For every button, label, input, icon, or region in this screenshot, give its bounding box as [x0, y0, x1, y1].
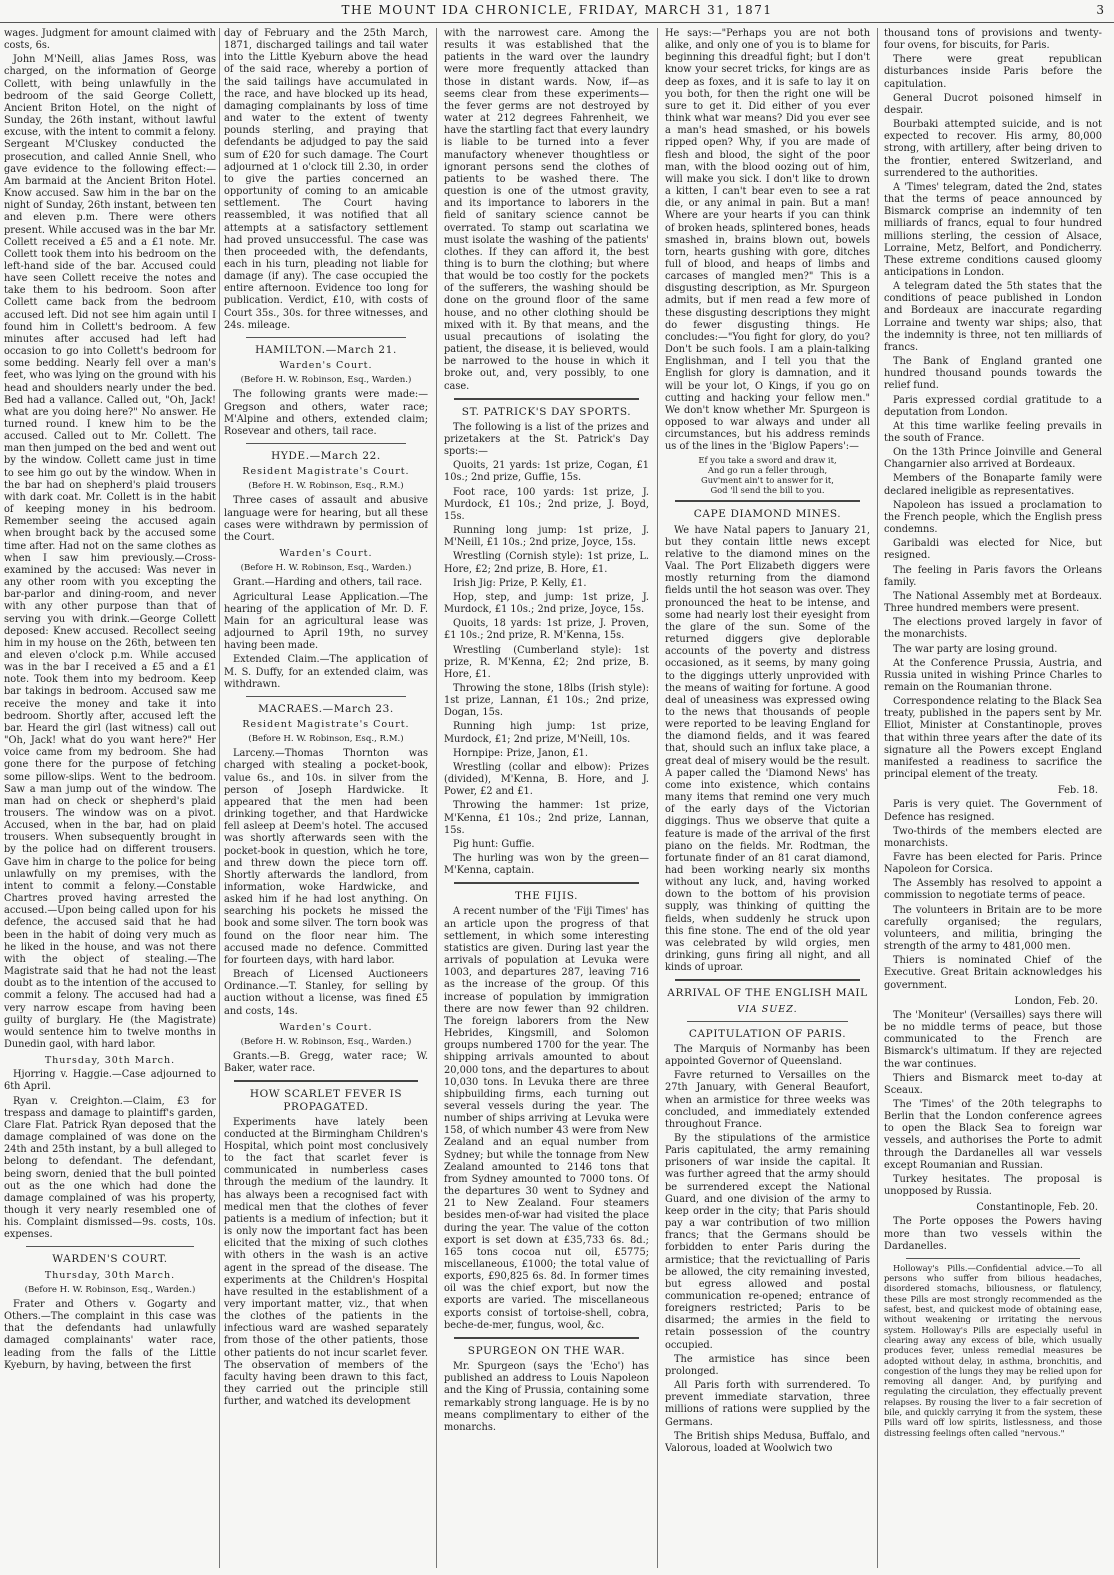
masthead-title: THE MOUNT IDA CHRONICLE, FRIDAY, MARCH 31, 1871 — [341, 3, 773, 17]
sports-result: Throwing the hammer: 1st prize, M'Kenna, £1 10s.; 2nd prize, Lannan, 15s. — [444, 800, 649, 836]
verse-line: Guv'ment ain't to answer for it, — [701, 475, 834, 486]
article-paragraph: Three cases of assault and abusive language were for hearing, but all these cases were withdrawn by permission of the Court. — [224, 495, 428, 543]
article-paragraph: The Bank of England granted one hundred thousand pounds towards the relief fund. — [884, 356, 1102, 392]
masthead — [0, 0, 1114, 23]
court-heading: Warden's Court. — [279, 360, 373, 372]
article-paragraph: Two-thirds of the members elected are monarchists. — [884, 825, 1102, 849]
article-paragraph: Thiers and Bismarck meet to-day at Sceaux. — [884, 1072, 1102, 1096]
article-paragraph: Garibaldi was elected for Nice, but resigned. — [884, 538, 1102, 562]
article-paragraph: Agricultural Lease Application.—The hearing of the application of Mr. D. F. Main for an agricultural lease was adjourned to April 19th, no survey having been made. — [224, 591, 428, 652]
advertisement: Holloway's Pills.—Confidential advice.—To all persons who suffer from bilious headaches, disordered stomachs, biliousness, or flatulency, these Pills are most strongly recommended as the safest, best, and quickest mode of obtaining ease, without weakening or irritating the nervous system. Holloway's Pills are especially useful in clearing away any excess of bile, which usually produces fever, unless remedial measures be adopted without delay, in asthma, bronchitis, and congestion of the lungs they may be relied upon for removing all danger. And, by purifying and regulating the circulation, they effectually prevent relapses. By rousing the liver to a fair secretion of bile, and quickly carrying it from the system, these Pills ward off low spirits, listlessness, and those distressing feelings often called "nervous." — [884, 1262, 1102, 1438]
article-paragraph: Extended Claim.—The application of M. S. Duffy, for an extended claim, was withdrawn. — [224, 654, 428, 690]
divider — [26, 1246, 194, 1247]
sports-result: Foot race, 100 yards: 1st prize, J. Murdock, £1 10s.; 2nd prize, J. Boyd, 15s. — [444, 486, 649, 522]
article-paragraph: Bourbaki attempted suicide, and is not expected to recover. His army, 80,000 strong, with artillery, after being driven to the frontier, entered Switzerland, and surrendered to the authorities. — [884, 119, 1102, 179]
section-heading: MACRAES.—March 23. — [258, 702, 394, 715]
sports-result: Quoits, 21 yards: 1st prize, Cogan, £1 10s.; 2nd prize, Guffie, 15s. — [444, 460, 649, 484]
article-paragraph: Thiers is nominated Chief of the Executive. Great Britain acknowledges his government. — [884, 955, 1102, 991]
divider — [454, 1337, 639, 1339]
article-paragraph: A telegram dated the 5th states that the conditions of peace published in London and Bordeaux are inaccurate regarding Lorraine and twenty war ships; also, that the indemnity is three, not ten milliards of francs. — [884, 281, 1102, 353]
article-paragraph: Ryan v. Creighton.—Claim, £3 for trespass and damage to plaintiff's garden, Clare Flat. Patrick Ryan deposed that the damage complained of was done on the 24th and 25th instant, by a bull alleged to belong to defendant. The defendant, being sworn, denied that the bull pointed out as the one which had done the damage complained of was his property, though it very nearly resembled one of his. Complaint dismissed—9s. costs, 10s. expenses. — [4, 1095, 216, 1241]
divider — [234, 1080, 418, 1082]
divider — [454, 398, 639, 400]
sports-result: Running long jump: 1st prize, J. M'Neill, £1 10s.; 2nd prize, Joyce, 15s. — [444, 525, 649, 549]
article-paragraph: Experiments have lately been conducted at the Birmingham Children's Hospital, which point most conclusively to the fact that scarlet fever is communicated in numberless cases through the medium of the laundry. It has always been a recognised fact with medical men that the clothes of fever patients is a medium of infection; but it is only now the important fact has been elicited that the mixing of such clothes with others in the wash is an active agent in the spread of the disease. The experiments at the Children's Hospital have resulted in the establishment of a very important matter, viz., that when the clothes of the patients in the infectious ward are washed separately from those of the other patients, those other patients do not incur scarlet fever. The observation of members of the faculty having been drawn to this fact, they carried out the principle still further, and watched its development — [224, 1116, 428, 1408]
dateline: London, Feb. 20. — [1014, 995, 1098, 1007]
column-divider — [657, 28, 658, 1568]
column-3 — [444, 28, 649, 1568]
article-paragraph: Napoleon has issued a proclamation to the French people, which the English press condemns. — [884, 499, 1102, 536]
divider — [246, 337, 406, 338]
article-paragraph: John M'Neill, alias James Ross, was charged, on the information of George Collett, with being unlawfully in the bedroom of the said George Collett, Ancient Briton Hotel, on the night of Sunday, the 26th instant, without lawful excuse, with the intent to commit a felony. Sergeant M'Cluskey conducted the prosecution, and called Annie Snell, who gave evidence to the following effect:—Am barmaid at the Ancient Briton Hotel. Know accused. Saw him in the bar on the night of Sunday, 26th instant, between ten and eleven p.m. There were others present. While accused was in the bar Mr. Collett received a £5 and a £1 note. Mr. Collett took them into his bedroom on the left-hand side of the bar. Accused could have seen Collett receive the notes and take them to his bedroom. Soon after Collett came back from the bedroom accused left. Did not see him again until I found him in Collett's bedroom. A few minutes after accused had left had occasion to go into Collett's bedroom for some bedding. Nearly fell over a man's feet, who was lying on the ground with his head and shoulders nearly under the bed. Bed had a vallance. Called out, "Oh, Jack! what are you doing here?" No answer. He turned round. I knew him to be the accused. Called out to Mr. Collett. The man then jumped on the bed and went out by the window. Collett came just in time to see him go out by the window. When in the bar had on shepherd's plaid trousers with dark coat. Mr. Collett is in the habit of keeping money in his bedroom. Remember seeing the accused again when brought back by the accused some time after. Had not on the same clothes as when I saw him previously.—Cross-examined by the accused: Was never in any other room with you excepting the bar-parlor and dining-room, and never with any other purpose than that of serving you with drink.—George Collett deposed: Knew accused. Recollect seeing him in my house on the 26th, between ten and eleven o'clock p.m. While accused was in the bar I received a £5 and a £1 note. Took them into my bedroom. Keep bar takings in bedroom. Accused saw me receive the money and take it into bedroom. Shortly after, accused left the bar. Heard the girl (last witness) call out "Oh, Jack! what do you want here?" Her voice came from my bedroom. She had gone there for the purpose of fetching some pillow-slips. Went to the bedroom. Saw a man jump out of the window. The man had on check or shepherd's plaid trousers. The window was on a pivot. Accused, when in the bar, had on plaid trousers. When subsequently brought in by the police had on different trousers. Gave him in charge to the police for being unlawfully on my premises, with the intent to commit a felony.—Constable Chartres proved having arrested the accused.—Upon being called upon for his defence, the accused said that he had been in the habit of doing very much as he liked in the house, and was not there with the object of stealing.—The Magistrate said that he had not the least doubt as to the intention of the accused to commit a felony. The accused had had a very narrow escape from having been guilty of burglary. He (the Magistrate) would sentence him to twelve months in Dunedin gaol, with hard labor. — [4, 54, 216, 1050]
section-heading: ST. PATRICK'S DAY SPORTS. — [461, 405, 632, 418]
article-paragraph: Members of the Bonaparte family were declared ineligible as representatives. — [884, 473, 1102, 497]
section-heading: CAPITULATION OF PARIS. — [688, 1027, 847, 1040]
court-heading: Resident Magistrate's Court. — [242, 466, 410, 478]
article-paragraph: On the 13th Prince Joinville and General Changarnier also arrived at Bordeaux. — [884, 447, 1102, 471]
court-heading: Resident Magistrate's Court. — [242, 718, 410, 730]
column-divider — [436, 28, 437, 1568]
sports-result: Quoits, 18 yards: 1st prize, J. Proven, £1 10s.; 2nd prize, R. M'Kenna, 15s. — [444, 618, 649, 642]
article-paragraph: Grants.—B. Gregg, water race; W. Baker, water race. — [224, 1051, 428, 1075]
article-paragraph: The volunteers in Britain are to be more carefully organised; the regulars, volunteers, and militia, bringing the strength of the army to 481,000 men. — [884, 904, 1102, 953]
section-heading: THE FIJIS. — [514, 890, 579, 903]
section-heading: ARRIVAL OF THE ENGLISH MAIL — [667, 987, 868, 1000]
article-paragraph: The armistice has since been prolonged. — [665, 1353, 870, 1377]
sports-result: Running high jump: 1st prize, Murdock, £1; 2nd prize, M'Neill, 10s. — [444, 721, 649, 745]
sports-result: Irish Jig: Prize, P. Kelly, £1. — [453, 577, 587, 589]
divider — [675, 500, 860, 502]
article-paragraph: The following grants were made:—Gregson and others, water race; M'Alpine and others, extended claim; Rosevear and others, tail race. — [224, 389, 428, 437]
article-paragraph: General Ducrot poisoned himself in despair. — [884, 92, 1102, 116]
court-note: (Before H. W. Robinson, Esq., Warden.) — [24, 1284, 196, 1295]
divider — [906, 1258, 1080, 1259]
section-heading: CAPE DIAMOND MINES. — [693, 508, 842, 521]
verse-quote — [665, 455, 870, 495]
section-subheading: VIA SUEZ. — [737, 1003, 798, 1015]
article-paragraph: All Paris forth with surrendered. To prevent immediate starvation, three millions of rations were supplied by the Germans. — [665, 1380, 870, 1428]
dateline: Feb. 18. — [1057, 785, 1098, 797]
divider — [246, 696, 406, 697]
article-paragraph: Correspondence relating to the Black Sea treaty, published in the papers sent by Mr. Elliot, Minister at Constantinople, proves that within three years after the date of its signature all the Powers except England manifested a readiness to sacrifice the principal element of the treaty. — [884, 696, 1102, 781]
section-date: Thursday, 30th March. — [44, 1269, 176, 1281]
divider — [454, 882, 639, 884]
article-paragraph: Grant.—Harding and others, tail race. — [233, 577, 423, 589]
column-5 — [884, 28, 1102, 1568]
article-paragraph: Breach of Licensed Auctioneers Ordinance.—T. Stanley, for selling by auction without a license, was fined £5 and costs, 14s. — [224, 969, 428, 1017]
court-note: (Before H. W. Robinson, Esq., Warden.) — [240, 563, 412, 574]
article-paragraph: wages. Judgment for amount claimed with costs, 6s. — [4, 28, 216, 52]
sports-result: Wrestling (collar and elbow): Prizes (divided), M'Kenna, B. Hore, and J. Power, £2 and £1. — [444, 761, 649, 798]
column-divider — [877, 28, 878, 1568]
article-paragraph: Mr. Spurgeon (says the 'Echo') has published an address to Louis Napoleon and the King of Prussia, containing some remarkably strong language. He is by no means complimentary to either of the monarchs. — [444, 1361, 649, 1433]
article-paragraph: A 'Times' telegram, dated the 2nd, states that the terms of peace announced by Bismarck comprise an indemnity of ten milliards of francs, equal to four hundred millions sterling, the cession of Alsace, Lorraine, Metz, Belfort, and Pondicherry. These extreme conditions caused gloomy anticipations in London. — [884, 181, 1102, 278]
court-note: (Before H. W. Robinson, Esq., R.M.) — [248, 734, 404, 745]
column-1 — [4, 28, 216, 1568]
article-paragraph: Hjorring v. Haggie.—Case adjourned to 6th April. — [4, 1069, 216, 1093]
dateline: Constantinople, Feb. 20. — [976, 1202, 1098, 1214]
sports-result: Hop, step, and jump: 1st prize, J. Murdock, £1 10s.; 2nd prize, Joyce, 15s. — [444, 591, 649, 616]
article-paragraph: The Marquis of Normanby has been appointed Governor of Queensland. — [665, 1043, 870, 1068]
article-paragraph: Larceny.—Thomas Thornton was charged with stealing a pocket-book, value 6s., and 10s. in silver from the person of Joseph Hardwicke. It appeared that the men had been drinking together, and that Hardwicke fell asleep at Deem's hotel. The accused was shortly afterwards seen with the pocket-book in question, which he tore, and threw down the piece torn off. Shortly afterwards the landlord, from information, woke Hardwicke, and asked him if he had lost anything. On searching his pockets he missed the book and some silver. The torn book was found on the floor near him. The accused made no defence. Committed for fourteen days, with hard labor. — [224, 748, 428, 966]
section-heading: WARDEN'S COURT. — [52, 1253, 168, 1266]
article-paragraph: A recent number of the 'Fiji Times' has an article upon the progress of that settlement, in which some interesting statistics are given. During last year the arrivals of population at Levuka were 1003, and departures 287, leaving 716 as the increase of the group. Of this increase of population by immigration there are now fewer than 92 children. The foreign laborers from the New Hebrides, Kingsmill, and Solomon groups numbered 1700 for the year. The shipping arrivals amounted to about 20,000 tons, and the departures to about 10,030 tons. In Levuka there are three shipbuilding firms, each turning out several vessels during the year. The number of ships arriving at Levuka were 158, of which number 43 were from New Zealand and an equal number from Sydney; but while the tonnage from New Zealand amounted to 2146 tons that from Sydney amounted to 7000 tons. Of the departures 30 went to Sydney and 21 to New Zealand. Four steamers besides men-of-war had visited the place during the year. The value of the cotton export is set down at £35,733 6s. 8d.; 165 tons cocoa nut oil, £5775; miscellaneous, £1000; the total value of exports, £90,825 6s. 8d. In former times oil was the chief export, but now the exports are varied. The miscellaneous exports consist of tortoise-shell, cobra, beche-de-mer, fungus, wool, &c. — [444, 906, 649, 1331]
article-paragraph: The feeling in Paris favors the Orleans family. — [884, 564, 1102, 588]
article-paragraph: Paris expressed cordial gratitude to a deputation from London. — [884, 394, 1102, 418]
column-divider — [219, 28, 220, 1568]
sports-result: Throwing the stone, 18lbs (Irish style): 1st prize, Lannan, £1 10s.; 2nd prize, Dogan, 15s. — [444, 682, 649, 719]
article-paragraph: The following is a list of the prizes and prizetakers at the St. Patrick's Day sports:— — [444, 421, 649, 458]
article-paragraph: The 'Moniteur' (Versailles) says there will be no middle terms of peace, but those communicated to the French are Bismarck's ultimatum. If they are rejected the war continues. — [884, 1009, 1102, 1070]
court-heading: Warden's Court. — [279, 1021, 373, 1033]
article-paragraph: Paris is very quiet. The Government of Defence has resigned. — [884, 799, 1102, 823]
section-heading: SPURGEON ON THE WAR. — [467, 1344, 626, 1357]
article-paragraph: Turkey hesitates. The proposal is unopposed by Russia. — [884, 1173, 1102, 1198]
article-paragraph: At the Conference Prussia, Austria, and Russia united in wishing Prince Charles to remain on the Roumanian throne. — [884, 657, 1102, 693]
article-paragraph: At this time warlike feeling prevails in the south of France. — [884, 420, 1102, 444]
court-note: (Before H. W. Robinson, Esq., Warden.) — [240, 375, 412, 386]
column-2 — [224, 28, 428, 1568]
court-note: (Before H. W. Robinson, Esq., R.M.) — [248, 481, 404, 492]
section-date: Thursday, 30th March. — [44, 1055, 176, 1067]
court-heading: Warden's Court. — [279, 548, 373, 560]
article-paragraph: day of February and the 25th March, 1871, discharged tailings and tail water into the Little Kyeburn above the head of the said race, whereby a portion of the said tailings have accumulated in the race, and have blocked up its head, damaging complainants by loss of time and water to the extent of twenty pounds sterling, and praying that defendants be adjudged to pay the said sum of £20 for such damage. The Court adjourned at 1 o'clock till 2.30, in order to give the parties concerned an opportunity of coming to an amicable settlement. The Court having reassembled, it was notified that all attempts at a satisfactory settlement had proved unsuccessful. The case was then proceeded with, the defendants, each in his turn, pleading not liable for damage (if any). The case occupied the entire afternoon. Evidence too long for publication. Verdict, £10, with costs of Court 35s., 30s. for three witnesses, and 24s. mileage. — [224, 28, 428, 331]
divider — [246, 443, 406, 444]
divider — [687, 1021, 848, 1022]
article-paragraph: The Assembly has resolved to appoint a commission to negotiate terms of peace. — [884, 878, 1102, 902]
section-heading: HYDE.—March 22. — [271, 450, 381, 462]
divider — [675, 979, 860, 981]
article-paragraph: thousand tons of provisions and twenty-four ovens, for biscuits, for Paris. — [884, 28, 1102, 52]
article-paragraph: We have Natal papers to January 21, but they contain little news except relative to the diamond mines on the Vaal. The Port Elizabeth diggers were mostly returning from the diamond fields until the hot season was over. They pronounced the heat to be intense, and some had nearly lost their eyesight from the glare of the sun. Some of the returned diggers give deplorable accounts of the poverty and distress occasioned, as it seems, by many going to the diggings utterly unprovided with the means of waiting for fortune. A good deal of uneasiness was expressed owing to the news that thousands of people were reported to be leaving England for the diamond fields, and it was feared that, should such an influx take place, a great deal of misery would be the result. A paper called the 'Diamond News' has come into existence, which contains many items that remind one very much of the early days of the Victorian diggings. Thus we observe that quite a feature is made of the arrival of the first piano on the fields. Mr. Rodtman, the fortunate finder of an 81 carat diamond, had been working nearly six months without any luck, and, having worked down to the bottom of his provision supply, was thinking of quitting the fields, when suddenly he struck upon this fine stone. The end of the old year was celebrated by wild orgies, men drinking, guns firing all night, and all kinds of uproar. — [665, 524, 870, 974]
article-paragraph: The elections proved largely in favor of the monarchists. — [884, 617, 1102, 641]
column-4 — [665, 28, 870, 1568]
sports-result: Hornpipe: Prize, Janon, £1. — [453, 747, 589, 759]
article-paragraph: The war party are losing ground. — [893, 643, 1058, 655]
article-paragraph: He says:—"Perhaps you are not both alike, and only one of you is to blame for beginning this dreadful fight; but I don't know your secret tricks, for kings are as deep as foxes, and it is safe to lay it on you both, for then the right one will be sure to get it. Did either of you ever think what war means? Did you ever see a man's head smashed, or his bowels ripped open? Why, if you are made of flesh and blood, the sight of the poor man, with the blood oozing out of him, will make you sick. I don't like to drown a kitten, I can't bear even to see a rat die, or any animal in pain. But a man! Where are your hearts if you can think of broken heads, splintered bones, heads smashed in, brains blown out, bowels torn, hearts gushing with gore, ditches full of blood, and heaps of limbs and carcases of mangled men?" This is a disgusting description, as Mr. Spurgeon admits, but if men read a few more of these disgusting descriptions they might do fewer disgusting things. He concludes:—"You fight for glory, do you? Don't be such fools. I am a plain-talking Englishman, and I tell you that the English for glory is damnation, and it will be your lot, O Kings, if you go on cutting and hacking your fellow men." We don't know whether Mr. Spurgeon is opposed to war always and under all circumstances, but his address reminds us of the lines in the 'Biglow Papers':— — [665, 28, 870, 453]
article-paragraph: The British ships Medusa, Buffalo, and Valorous, loaded at Woolwich two — [665, 1430, 870, 1454]
verse-line: Ef you take a sword and draw it, — [698, 455, 837, 466]
article-paragraph: Favre has been elected for Paris. Prince Napoleon for Corsica. — [884, 852, 1102, 876]
sports-result: Wrestling (Cumberland style): 1st prize, R. M'Kenna, £2; 2nd prize, B. Hore, £1. — [444, 644, 649, 680]
court-note: (Before H. W. Robinson, Esq., Warden.) — [240, 1036, 412, 1047]
page-number: 3 — [1096, 3, 1104, 17]
article-paragraph: There were great republican disturbances inside Paris before the capitulation. — [884, 54, 1102, 90]
article-paragraph: The National Assembly met at Bordeaux. Three hundred members were present. — [884, 590, 1102, 615]
sports-result: Pig hunt: Guffie. — [453, 838, 535, 850]
article-paragraph: with the narrowest care. Among the results it was established that the patients in the ward over the laundry were more frequently attacked than those in distant wards. Now, if—as seems clear from these experiments—the fever germs are not destroyed by water at 212 degrees Fahrenheit, we have the startling fact that every laundry is liable to be turned into a fever manufactory whenever thoughtless or ignorant persons send the clothes of patients to be washed there. The question is one of the utmost gravity, and its importance to laborers in the field of sanitary science cannot be overrated. To stamp out scarlatina we must isolate the washing of the patients' clothes. If they can afford it, the best thing is to burn the clothing; but where that would be too costly for the pockets of the sufferers, the washing should be done on the ground floor of the same house, and no other clothing should be mixed with it. By that means, and the usual precautions of isolating the patient, the disease, it is believed, would be narrowed to the house in which it broke out, and, very possibly, to one case. — [444, 28, 649, 392]
verse-line: God 'll send the bill to you. — [710, 485, 825, 496]
article-paragraph: Favre returned to Versailles on the 27th January, with General Beaufort, when an armistice for three weeks was concluded, and immediately extended throughout France. — [665, 1070, 870, 1130]
article-paragraph: By the stipulations of the armistice Paris capitulated, the army remaining prisoners of war inside the capital. It was further agreed that the army should be surrendered except the National Guard, and one division of the army to keep order in the city; that Paris should pay a war contribution of two million francs; that the Germans should be forbidden to enter Paris during the armistice; that the revictualling of Paris be allowed, the city remaining invested, but egress allowed and postal communication re-opened; entrance of foreigners restricted; Paris to be disarmed; the armies in the field to retain possession of the country occupied. — [665, 1132, 870, 1351]
sports-result: The hurling was won by the green—M'Kenna, captain. — [444, 853, 649, 877]
article-paragraph: Frater and Others v. Gogarty and Others.—The complaint in this case was that the defendants had unlawfully damaged complainants' water race, leading from the falls of the Little Kyeburn, by having, between the first — [4, 1298, 216, 1371]
section-heading: HOW SCARLET FEVER IS PROPAGATED. — [249, 1088, 403, 1113]
section-heading: HAMILTON.—March 21. — [255, 343, 397, 356]
sports-result: Wrestling (Cornish style): 1st prize, L. Hore, £2; 2nd prize, B. Hore, £1. — [444, 551, 649, 575]
verse-line: And go run a feller through, — [707, 465, 828, 476]
article-paragraph: The 'Times' of the 20th telegraphs to Berlin that the London conference agrees to open the Black Sea to foreign war vessels, and authorises the Porte to admit through the Dardanelles all war vessels except Roumanian and Russian. — [884, 1098, 1102, 1171]
article-paragraph: The Porte opposes the Powers having more than two vessels within the Dardanelles. — [884, 1216, 1102, 1252]
